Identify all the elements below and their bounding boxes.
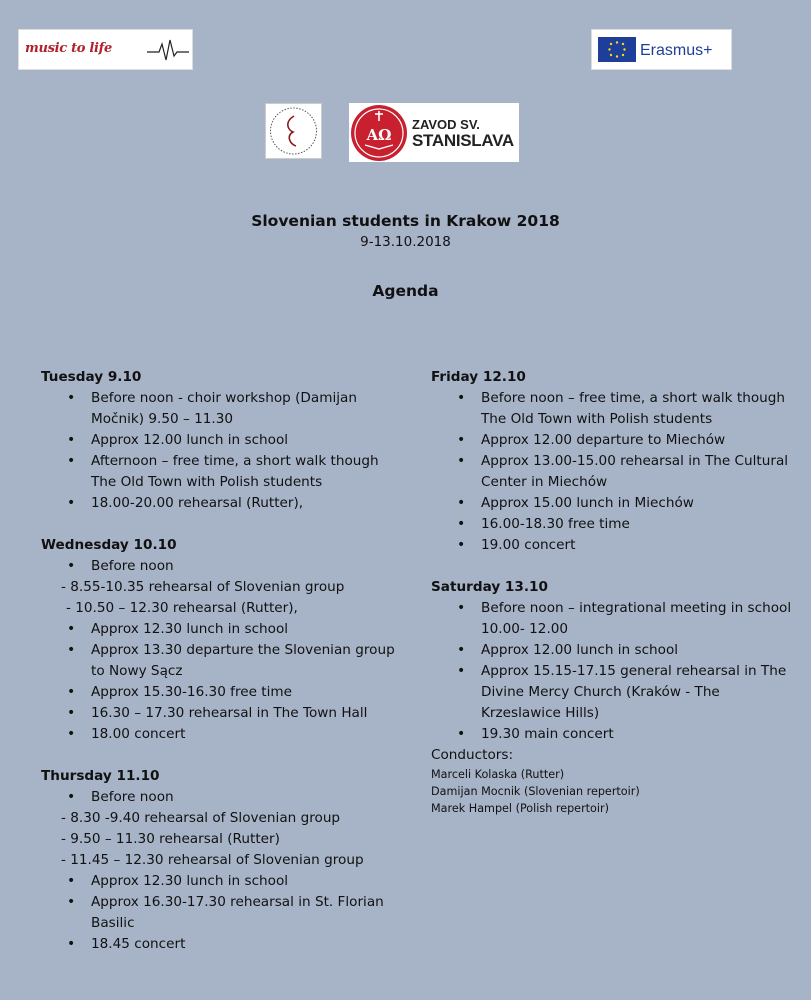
sub-item: - 8.30 -9.40 rehearsal of Slovenian group [61,810,341,826]
list-item: • Before noon - choir workshop (Damijan Močnik) 9.50 – 11.30 [41,388,406,430]
list-item: • 18.00-20.00 rehearsal (Rutter), [41,493,406,514]
conductor-name: Marek Hampel (Polish repertoir) [431,802,609,815]
zavod-seal-icon [351,105,407,161]
list-item: • Approx 13.00-15.00 rehearsal in The Cultural Center in Miechów [431,451,801,493]
list-item: • Afternoon – free time, a short walk though The Old Town with Polish students [41,451,406,493]
wednesday-list [41,556,406,745]
list-item: • 18.00 concert [41,724,406,745]
list-item: • Approx 12.00 lunch in school [41,430,406,451]
agenda-right-column [431,367,801,817]
list-item: • 19.30 main concert [431,724,801,745]
list-item: • Approx 16.30-17.30 rehearsal in St. Florian Basilic [41,892,406,934]
conductor-name: Marceli Kolaska (Rutter) [431,768,565,781]
list-item: • Approx 15.30-16.30 free time [41,682,406,703]
agenda-heading: Agenda [372,282,439,300]
agenda-left-column [41,367,406,955]
list-item: • 19.00 concert [431,535,801,556]
list-item: • 16.30 – 17.30 rehearsal in The Town Hall [41,703,406,724]
list-item: • Approx 12.30 lunch in school [41,619,406,640]
document-dates: 9-13.10.2018 [360,234,451,250]
list-item: • Before noon – integrational meeting in school 10.00- 12.00 [431,598,801,640]
list-item: • Approx 12.00 departure to Miechów [431,430,801,451]
day-heading-thursday: Thursday 11.10 [41,768,160,784]
list-item: • Before noon [41,787,406,808]
alpha-omega-symbol: AΩ [366,126,392,144]
zavod-name-line1: ZAVOD SV. [412,117,480,132]
conductors-heading: Conductors: [431,747,514,763]
friday-list [431,388,801,556]
erasmus-plus-text: Erasmus+ [640,42,713,59]
music-to-life-logo [18,29,193,70]
zavod-name-line2: STANISLAVA [412,131,514,150]
saturday-list [431,598,801,745]
day-heading-tuesday: Tuesday 9.10 [41,369,142,385]
day-heading-wednesday: Wednesday 10.10 [41,537,177,553]
school-seal-logo [265,103,322,159]
zavod-sv-stanislava-logo [349,103,519,162]
eu-flag-icon [598,37,636,62]
tuesday-list [41,388,406,514]
list-item: • Approx 12.30 lunch in school [41,871,406,892]
list-item: • 18.45 concert [41,934,406,955]
list-item: • Approx 13.30 departure the Slovenian group to Nowy Sącz [41,640,406,682]
list-item: • Approx 12.00 lunch in school [431,640,801,661]
day-heading-friday: Friday 12.10 [431,369,526,385]
list-item: • Approx 15.00 lunch in Miechów [431,493,801,514]
list-item: • Before noon [41,556,406,577]
list-item: • Before noon – free time, a short walk though The Old Town with Polish students [431,388,801,430]
sub-item: - 10.50 – 12.30 rehearsal (Rutter), [66,600,298,616]
sub-item: - 11.45 – 12.30 rehearsal of Slovenian group [61,852,364,868]
sub-item: - 8.55-10.35 rehearsal of Slovenian group [61,579,345,595]
day-heading-saturday: Saturday 13.10 [431,579,548,595]
conductor-name: Damijan Mocnik (Slovenian repertoir) [431,785,640,798]
thursday-list [41,787,406,955]
list-item: • 16.00-18.30 free time [431,514,801,535]
music-to-life-text: music to life [25,41,112,56]
list-item: • Approx 15.15-17.15 general rehearsal in The Divine Mercy Church (Kraków - The Krzeslawice Hills) [431,661,801,724]
document-title: Slovenian students in Krakow 2018 [251,212,560,230]
erasmus-plus-logo [591,29,732,70]
sub-item: - 9.50 – 11.30 rehearsal (Rutter) [61,831,280,847]
